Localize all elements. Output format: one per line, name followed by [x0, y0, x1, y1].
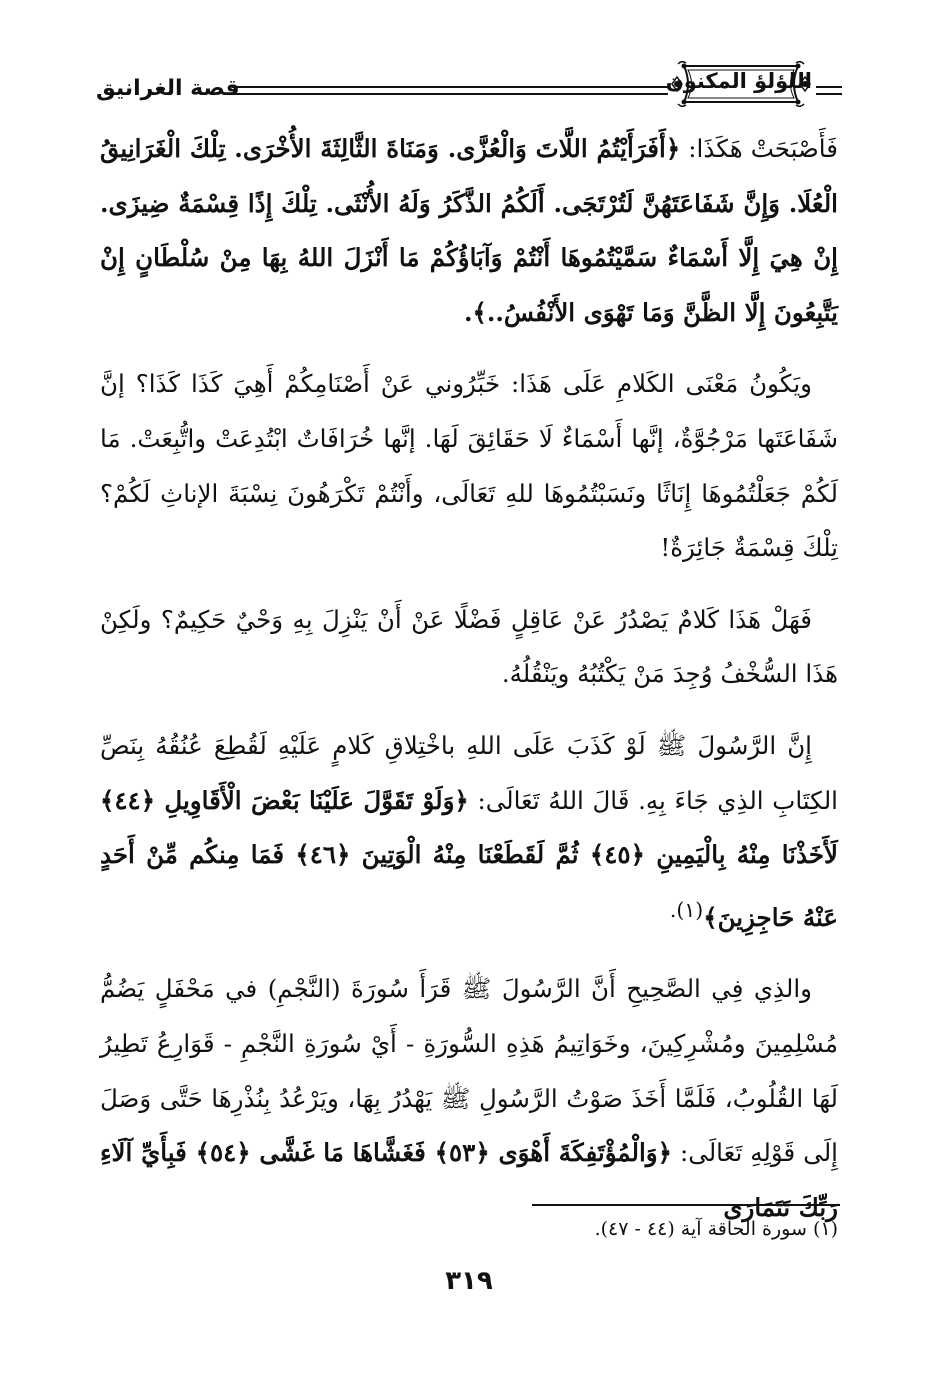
book-title: اللؤلؤ المكنون	[665, 69, 812, 93]
running-header	[96, 54, 842, 118]
paragraph-5	[100, 962, 838, 1235]
paragraph-5-lead: والذِي فِي الصَّحِيحِ أَنَّ الرَّسُولَ ﷺ قَرَأَ سُورَةَ (النَّجْمِ) في مَحْفَلٍ يَضُمُّ مُسْلِمِينَ ومُشْرِكِينَ، وخَوَاتِيمُ هَذِهِ السُّورَةِ - أَيْ سُورَةِ النَّجْمِ - قَوَارِعُ تَطِيرُ لَهَا القُلُوبُ، فَلَمَّا أَخَذَ صَوْتُ الرَّسُولِ ﷺ يَهْدُرُ بِهَا، ويَرْعُدُ بِنُذْرِهَا حَتَّى وَصَلَ إِلَى قَوْلِهِ تَعَالَى:	[100, 974, 838, 1168]
quran-quote-3: ﴿وَالْمُؤْتَفِكَةَ أَهْوَى ﴿٥٣﴾ فَغَشَّاهَا مَا غَشَّى ﴿٥٤﴾ فَبِأَيِّ آلَاءِ رَبِّكَ تَتَمَارَى	[100, 1138, 838, 1222]
page-number: ٣١٩	[445, 1266, 493, 1296]
quran-quote-1: ﴿أَفَرَأَيْتُمُ اللَّاتَ وَالْعُزَّى. وَمَنَاةَ الثَّالِثَةَ الأُخْرَى. تِلْكَ الْغَرَانِيقُ الْعُلَا. وَإِنَّ شَفَاعَتَهُنَّ لَتُرْتَجَى. أَلَكُمُ الذَّكَرُ وَلَهُ الأُنْثَى. تِلْكَ إِذًا قِسْمَةٌ ضِيزَى. إِنْ هِيَ إِلَّا أَسْمَاءٌ سَمَّيْتُمُوهَا أَنْتُمْ وَآبَاؤُكُمْ مَا أَنْزَلَ اللهُ بِهَا مِنْ سُلْطَانٍ إِنْ يَتَّبِعُونَ إِلَّا الظَّنَّ وَمَا تَهْوَى الأَنْفُسُ..﴾.	[100, 134, 838, 327]
quran-quote-2: ﴿وَلَوْ تَقَوَّلَ عَلَيْنَا بَعْضَ الْأَقَاوِيلِ ﴿٤٤﴾ لَأَخَذْنَا مِنْهُ بِالْيَمِينِ ﴿٤٥﴾ ثُمَّ لَقَطَعْنَا مِنْهُ الْوَتِينَ ﴿٤٦﴾ فَمَا مِنكُم مِّنْ أَحَدٍ عَنْهُ حَاجِزِينَ﴾	[100, 785, 838, 932]
footnote-reference: (١).	[669, 897, 704, 922]
chapter-title: قصة الغرانيق	[96, 76, 240, 101]
paragraph-1	[100, 122, 838, 340]
paragraph-4-lead: إِنَّ الرَّسُولَ ﷺ لَوْ كَذَبَ عَلَى اللهِ باخْتِلاقِ كَلامٍ عَلَيْهِ لَقُطِعَ عُنُقُهُ بِنَصِّ الكِتَابِ الذِي جَاءَ بِهِ. قَالَ اللهُ تَعَالَى:	[100, 730, 838, 815]
header-rule-right	[816, 86, 842, 95]
header-rule-left	[232, 86, 668, 95]
footnote-rule	[532, 1204, 840, 1206]
paragraph-3: فَهَلْ هَذَا كَلامٌ يَصْدُرُ عَنْ عَاقِلٍ فَضْلًا عَنْ أَنْ يَنْزِلَ بِهِ وَحْيٌ حَكِيمٌ؟ ولَكِنْ هَذَا السُّخْفُ وُجِدَ مَنْ يَكْتُبُهُ ويَنْقُلُهُ.	[100, 604, 838, 689]
body-text	[100, 122, 838, 1252]
footnote: (١) سورة الحاقة آية (٤٤ - ٤٧).	[594, 1218, 838, 1240]
paragraph-2: ويَكُونُ مَعْنَى الكَلامِ عَلَى هَذَا: خَبِّرُوني عَنْ أَصْنَامِكُمْ أَهِيَ كَذَا كَذَا؟ إنَّ شَفَاعَتَها مَرْجُوَّةٌ، إنَّها أَسْمَاءٌ لَا حَقَائِقَ لَهَا. إنَّها خُرَافَاتٌ ابْتُدِعَتْ واتُّبِعَتْ. مَا لَكُمْ جَعَلْتُمُوهَا إِنَاثًا ونَسَبْتُمُوهَا للهِ تَعَالَى، وأَنْتُمْ تَكْرَهُونَ نِسْبَةَ الإناثِ لَكُمْ؟ تِلْكَ قِسْمَةٌ جَائِرَةٌ!	[100, 369, 838, 563]
book-title-ornament	[665, 60, 812, 108]
paragraph-1-lead: فَأَصْبَحَتْ هَكَذَا:	[688, 134, 838, 163]
paragraph-4	[100, 719, 838, 946]
